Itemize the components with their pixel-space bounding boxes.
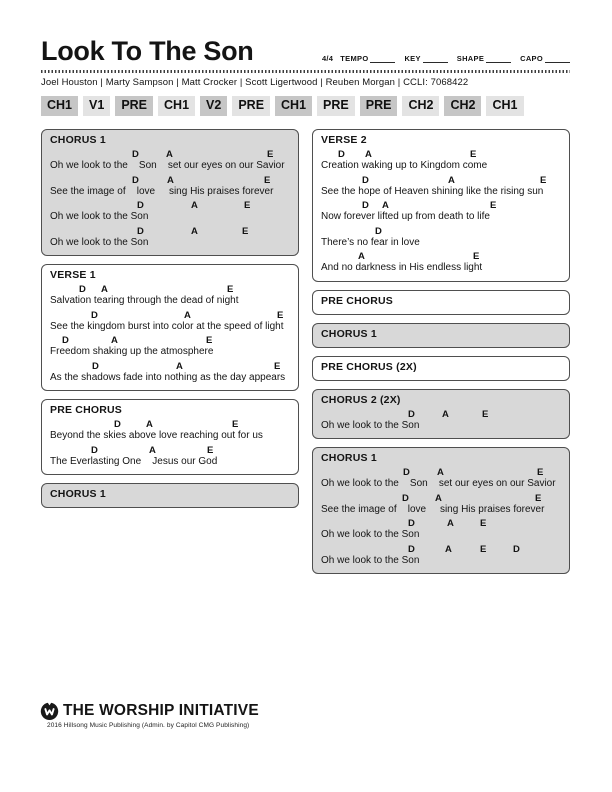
chord-E: E bbox=[264, 174, 271, 186]
lyric-line: And no darkness in His endless light bbox=[321, 262, 483, 273]
section-box bbox=[41, 399, 299, 475]
chord-D: D bbox=[338, 149, 345, 160]
chord-line bbox=[50, 362, 290, 372]
chord-D: D bbox=[132, 149, 139, 160]
chord-line bbox=[321, 252, 561, 262]
lyric-line: Oh we look to the Son bbox=[321, 419, 420, 431]
chord-lyric-pair bbox=[50, 285, 290, 308]
chord-lyric-pair bbox=[321, 545, 561, 568]
column-left bbox=[41, 129, 299, 508]
lyric-line: Beyond the skies above love reaching out for us bbox=[50, 430, 263, 441]
lyric-line: Freedom shaking up the atmosphere bbox=[50, 346, 214, 357]
lyric-line: The Everlasting One Jesus our God bbox=[50, 455, 218, 467]
chord-E: E bbox=[535, 492, 542, 504]
song-sequence bbox=[41, 96, 570, 116]
lyric-line: See the hope of Heaven shining like the rising sun bbox=[321, 185, 544, 197]
brand-name: THE WORSHIP INITIATIVE bbox=[63, 701, 259, 719]
chord-lyric-pair bbox=[321, 227, 561, 250]
lyric-line: Oh we look to the Son set our eyes on our Savior bbox=[321, 478, 556, 489]
shape-blank-field bbox=[486, 55, 511, 63]
chord-E: E bbox=[242, 225, 249, 237]
chord-line bbox=[50, 285, 290, 295]
chord-A: A bbox=[101, 284, 108, 295]
chart-columns bbox=[41, 129, 570, 574]
section-header: PRE CHORUS bbox=[321, 294, 394, 307]
sequence-tag-v2: V2 bbox=[200, 96, 227, 116]
chord-lyric-pair bbox=[50, 420, 290, 443]
chord-A: A bbox=[447, 518, 454, 529]
capo-blank-field bbox=[545, 55, 570, 63]
chord-A: A bbox=[167, 174, 174, 186]
chord-E: E bbox=[232, 419, 239, 430]
chord-line bbox=[50, 150, 290, 160]
section-header: CHORUS 1 bbox=[321, 327, 377, 340]
chord-D: D bbox=[362, 174, 369, 186]
tempo-label: TEMPO bbox=[340, 54, 369, 63]
footer bbox=[40, 701, 259, 729]
chord-A: A bbox=[435, 492, 442, 504]
chord-E: E bbox=[206, 335, 213, 346]
chart-content bbox=[41, 36, 570, 574]
chord-line bbox=[321, 494, 561, 504]
lyric-line: Oh we look to the Son set our eyes on our Savior bbox=[50, 160, 285, 171]
chord-A: A bbox=[166, 149, 173, 160]
chord-A: A bbox=[442, 408, 449, 420]
lyric-line: Now forever lifted up from death to life bbox=[321, 211, 490, 222]
chord-A: A bbox=[365, 149, 372, 160]
section-box bbox=[41, 129, 299, 256]
chord-E: E bbox=[244, 200, 251, 211]
chord-lyric-pair bbox=[50, 446, 290, 469]
chord-D: D bbox=[91, 444, 98, 456]
chord-A: A bbox=[437, 467, 444, 478]
chord-E: E bbox=[480, 518, 487, 529]
section-header: CHORUS 2 (2X) bbox=[321, 393, 401, 406]
chord-D: D bbox=[62, 335, 69, 346]
chord-E: E bbox=[490, 200, 497, 211]
key-label: KEY bbox=[404, 54, 421, 63]
chord-lyric-pair bbox=[50, 176, 290, 199]
chord-D: D bbox=[362, 200, 369, 211]
chord-A: A bbox=[149, 444, 156, 456]
chord-lyric-pair bbox=[50, 201, 290, 224]
sequence-tag-ch1: CH1 bbox=[41, 96, 78, 116]
section-header: CHORUS 1 bbox=[50, 488, 106, 500]
lyric-line: Creation waking up to Kingdom come bbox=[321, 160, 488, 171]
chord-E: E bbox=[482, 408, 489, 420]
lyric-line: Oh we look to the Son bbox=[50, 211, 149, 222]
chord-line bbox=[50, 176, 290, 186]
chord-D: D bbox=[132, 174, 139, 186]
chord-A: A bbox=[448, 174, 455, 186]
chord-E: E bbox=[227, 284, 234, 295]
tempo-blank-field bbox=[370, 55, 395, 63]
lyric-line: See the image of love sing His praises forever bbox=[321, 503, 545, 515]
lyric-line: Oh we look to the Son bbox=[321, 554, 420, 566]
chord-D: D bbox=[92, 360, 99, 372]
chord-D: D bbox=[114, 419, 121, 430]
chord-lyric-pair bbox=[50, 227, 290, 250]
chord-D: D bbox=[403, 467, 410, 478]
shape-label: SHAPE bbox=[456, 54, 485, 63]
chord-E: E bbox=[540, 174, 547, 186]
chord-line bbox=[321, 545, 561, 555]
sequence-tag-ch2: CH2 bbox=[444, 96, 481, 116]
chord-lyric-pair bbox=[50, 336, 290, 359]
section-box bbox=[41, 483, 299, 508]
chord-line bbox=[50, 446, 290, 456]
sequence-tag-ch1: CH1 bbox=[486, 96, 523, 116]
lyric-line: Oh we look to the Son bbox=[50, 236, 149, 248]
dotted-divider bbox=[41, 70, 570, 73]
chord-line bbox=[321, 468, 561, 478]
section-header: PRE CHORUS (2X) bbox=[321, 360, 417, 373]
chord-D: D bbox=[408, 518, 415, 529]
sequence-tag-pre: PRE bbox=[317, 96, 355, 116]
chord-line bbox=[321, 410, 561, 420]
chord-D: D bbox=[402, 492, 409, 504]
chord-E: E bbox=[473, 251, 480, 262]
chord-E: E bbox=[277, 309, 284, 321]
section-box bbox=[312, 129, 570, 282]
chord-D: D bbox=[408, 408, 415, 420]
chord-lyric-pair bbox=[321, 201, 561, 224]
section-box bbox=[312, 389, 570, 440]
column-right bbox=[312, 129, 570, 574]
chord-A: A bbox=[382, 200, 389, 211]
lyric-line: See the image of love sing His praises forever bbox=[50, 185, 274, 197]
capo-label: CAPO bbox=[520, 54, 543, 63]
section-box bbox=[312, 356, 570, 381]
chord-A: A bbox=[191, 225, 198, 237]
chord-E: E bbox=[274, 360, 281, 372]
chord-D: D bbox=[375, 225, 382, 237]
chord-lyric-pair bbox=[50, 362, 290, 385]
worship-initiative-logo-icon bbox=[40, 701, 59, 720]
chord-D: D bbox=[513, 543, 520, 555]
chord-line bbox=[50, 201, 290, 211]
chord-line bbox=[321, 227, 561, 237]
lyric-line: See the kingdom burst into color at the speed of light bbox=[50, 320, 284, 332]
header bbox=[41, 36, 570, 66]
chord-line bbox=[321, 201, 561, 211]
chord-lyric-pair bbox=[50, 150, 290, 173]
chord-line bbox=[50, 336, 290, 346]
chord-lyric-pair bbox=[50, 311, 290, 334]
section-header: CHORUS 1 bbox=[50, 134, 106, 146]
chord-lyric-pair bbox=[321, 252, 561, 275]
sequence-tag-ch2: CH2 bbox=[402, 96, 439, 116]
sequence-tag-ch1: CH1 bbox=[275, 96, 312, 116]
chord-A: A bbox=[146, 419, 153, 430]
chord-line bbox=[50, 311, 290, 321]
chord-E: E bbox=[267, 149, 274, 160]
chord-E: E bbox=[207, 444, 214, 456]
chord-line bbox=[50, 227, 290, 237]
chord-D: D bbox=[408, 543, 415, 555]
sequence-tag-v1: V1 bbox=[83, 96, 110, 116]
chord-D: D bbox=[137, 200, 144, 211]
authors-line: Joel Houston | Marty Sampson | Matt Crocker | Scott Ligertwood | Reuben Morgan | CCLI: 7068422 bbox=[41, 77, 469, 88]
page-title: Look To The Son bbox=[41, 36, 254, 66]
chord-E: E bbox=[480, 543, 487, 555]
sequence-tag-pre: PRE bbox=[232, 96, 270, 116]
chord-D: D bbox=[91, 309, 98, 321]
lyric-line: As the shadows fade into nothing as the day appears bbox=[50, 371, 286, 383]
section-header: CHORUS 1 bbox=[321, 452, 377, 464]
chord-A: A bbox=[445, 543, 452, 555]
section-box bbox=[312, 323, 570, 348]
chord-lyric-pair bbox=[321, 150, 561, 173]
chord-lyric-pair bbox=[321, 410, 561, 433]
section-header: VERSE 2 bbox=[321, 134, 367, 146]
section-box bbox=[312, 447, 570, 574]
copyright-line: 2016 Hillsong Music Publishing (Admin. by Capitol CMG Publishing) bbox=[47, 722, 250, 729]
chord-line bbox=[321, 176, 561, 186]
chord-lyric-pair bbox=[321, 519, 561, 542]
chord-A: A bbox=[358, 251, 365, 262]
chord-lyric-pair bbox=[321, 494, 561, 517]
chord-lyric-pair bbox=[321, 176, 561, 199]
chord-line bbox=[50, 420, 290, 430]
chord-E: E bbox=[537, 467, 544, 478]
chord-lyric-pair bbox=[321, 468, 561, 491]
lyric-line: Salvation tearing through the dead of night bbox=[50, 295, 239, 306]
chord-A: A bbox=[176, 360, 183, 372]
time-signature: 4/4 bbox=[321, 54, 334, 63]
lyric-line: Oh we look to the Son bbox=[321, 529, 420, 540]
key-blank-field bbox=[423, 55, 448, 63]
chord-line bbox=[321, 150, 561, 160]
chord-A: A bbox=[111, 335, 118, 346]
section-box bbox=[312, 290, 570, 315]
section-header: PRE CHORUS bbox=[50, 404, 123, 416]
brand-row bbox=[40, 701, 259, 720]
sequence-tag-ch1: CH1 bbox=[158, 96, 195, 116]
section-header: VERSE 1 bbox=[50, 269, 96, 281]
lyric-line: There’s no fear in love bbox=[321, 236, 420, 248]
chord-line bbox=[321, 519, 561, 529]
chord-E: E bbox=[470, 149, 477, 160]
sequence-tag-pre: PRE bbox=[360, 96, 398, 116]
chord-D: D bbox=[137, 225, 144, 237]
sequence-tag-pre: PRE bbox=[115, 96, 153, 116]
chord-A: A bbox=[191, 200, 198, 211]
meta-line bbox=[322, 54, 570, 66]
section-box bbox=[41, 264, 299, 391]
chord-D: D bbox=[79, 284, 86, 295]
chord-A: A bbox=[184, 309, 191, 321]
